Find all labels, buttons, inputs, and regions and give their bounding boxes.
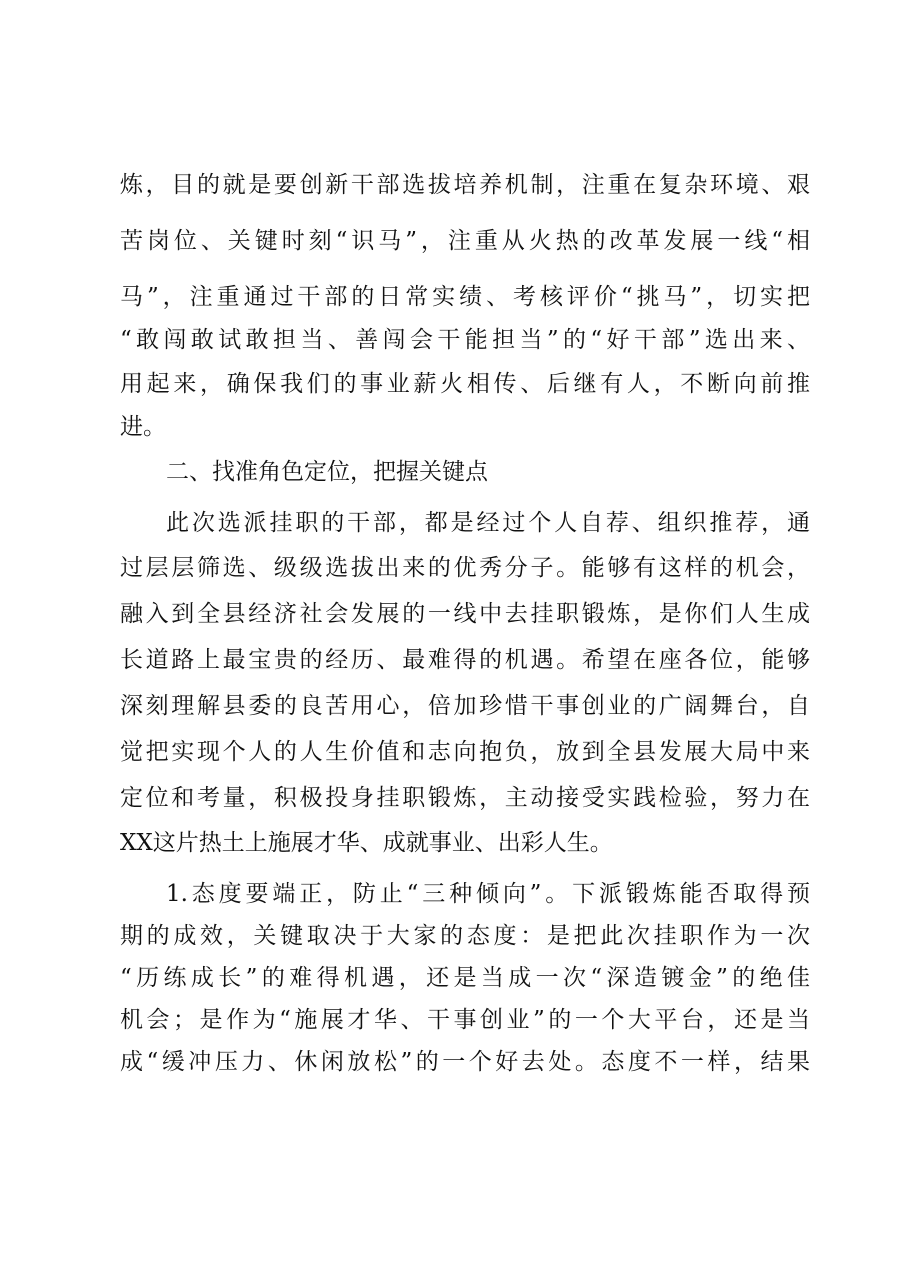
paragraph-2-line-1: 此次选派挂职的干部，都是经过个人自荐、组织推荐，通 [166, 510, 810, 536]
paragraph-3-line-5: 成“缓冲压力、休闲放松”的一个好去处。态度不一样，结果 [120, 1049, 810, 1075]
paragraph-3-line-4: 机会；是作为“施展才华、干事创业”的一个大平台，还是当 [120, 1007, 810, 1033]
paragraph-1-line-3: 马”，注重通过干部的日常实绩、考核评价“挑马”，切实把 [120, 284, 810, 310]
paragraph-3-line-3: “历练成长”的难得机遇，还是当成一次“深造镀金”的绝佳 [120, 965, 810, 991]
paragraph-2-line-6: 觉把实现个人的人生价值和志向抱负，放到全县发展大局中来 [120, 739, 810, 765]
paragraph-2-line-4: 长道路上最宝贵的经历、最难得的机遇。希望在座各位，能够 [120, 647, 810, 673]
paragraph-1-line-2: 苦岗位、关键时刻“识马”，注重从火热的改革发展一线“相 [120, 228, 810, 254]
paragraph-2-line-8: XX这片热土上施展才华、成就事业、出彩人生。 [120, 830, 613, 856]
paragraph-2-line-2: 过层层筛选、级级选拔出来的优秀分子。能够有这样的机会， [120, 555, 810, 581]
paragraph-3-line-2: 期的成效，关键取决于大家的态度：是把此次挂职作为一次 [120, 923, 810, 949]
paragraph-1-line-5: 用起来，确保我们的事业薪火相传、后继有人，不断向前推 [120, 371, 810, 397]
paragraph-1-line-4: “敢闯敢试敢担当、善闯会干能担当”的“好干部”选出来、 [120, 327, 810, 353]
paragraph-3-line-1: 1.态度要端正，防止“三种倾向”。下派锻炼能否取得预 [166, 881, 810, 907]
paragraph-2-line-5: 深刻理解县委的良苦用心，倍加珍惜干事创业的广阔舞台，自 [120, 693, 810, 719]
paragraph-1-line-1: 炼，目的就是要创新干部选拔培养机制，注重在复杂环境、艰 [120, 172, 810, 198]
paragraph-2-line-3: 融入到全县经济社会发展的一线中去挂职锻炼，是你们人生成 [120, 601, 810, 627]
paragraph-2-line-7: 定位和考量，积极投身挂职锻炼，主动接受实践检验，努力在 [120, 785, 810, 811]
paragraph-1-line-6: 进。 [120, 414, 166, 440]
section-heading: 二、找准角色定位，把握关键点 [166, 459, 488, 485]
